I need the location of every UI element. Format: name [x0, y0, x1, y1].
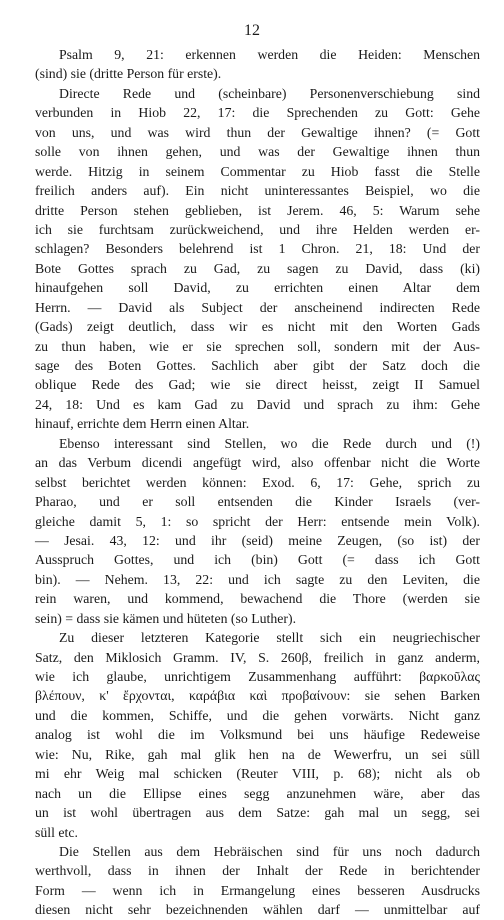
text-line: Die Stellen aus dem Hebräischen sind für uns noch dadurch	[59, 843, 480, 859]
text-line: nach un die Ellipse eines segg anzunehmen wäre, aber das	[35, 785, 480, 801]
text-line: oblique Rede des Gad; wie sie direct heisst, zeigt II Samuel	[35, 377, 480, 393]
text-line: analog ist wohl die im Volksmund bei uns häufige Redeweise	[35, 727, 480, 743]
text-line: (sind) sie (dritte Person für erste).	[35, 66, 222, 82]
text-line: ich sie furchtsam zurückweichend, und ihre Helden werden er-	[35, 221, 480, 237]
text-line: hinaufgehen soll David, zu errichten einen Altar dem	[35, 280, 480, 296]
page-number: 12	[244, 22, 260, 39]
text-line: Pharao, und er soll entsenden die Kinder Israels (ver-	[35, 494, 480, 510]
text-line: diesen nicht sehr bezeichnenden wählen darf — unmittelbar auf	[35, 902, 480, 918]
text-line: — Jesai. 43, 12: und ihr (seid) meine Zeugen, (so ist) der	[35, 532, 480, 548]
text-line: von uns, und was wird thun der Gewaltige ihnen? (= Gott	[35, 124, 480, 140]
text-line: schlagen? Besonders belehrend ist 1 Chron. 21, 18: Und der	[35, 241, 480, 257]
text-line: (Gads) zeigt deutlich, dass wir es nicht mit den Worten Gads	[35, 319, 480, 335]
text-line: werthvoll, dass in ihnen der Inhalt der Rede in berichtender	[35, 863, 480, 879]
text-line: Ebenso interessant sind Stellen, wo die Rede durch und (!)	[59, 435, 480, 451]
text-line: sage des Boten Gottes. Sachlich aber gibt der Satz doch die	[35, 358, 480, 373]
text-line: wie ich glaube, unrichtigem Zusammenhang aufführt: βαρκοῦλας	[35, 669, 480, 684]
text-line: und die kommen, Schiffe, und die gehen vorwärts. Nicht ganz	[35, 707, 480, 723]
text-line: an das Verbum dicendi angefügt wird, also offenbar nicht die Worte	[35, 455, 480, 471]
text-line: süll etc.	[35, 824, 78, 840]
text-line: rein waren, und kommend, bewachend die Thore (werden sie	[35, 591, 480, 607]
text-line: solle von ihnen gehen, und was der Gewaltige ihnen thun	[35, 144, 480, 160]
text-line: 24, 18: Und es kam Gad zu David und sprach zu ihm: Gehe	[35, 396, 480, 412]
text-line: mi ehr Weig mal schicken (Reuter VIII, p. 68); nicht als ob	[35, 766, 480, 782]
text-line: gleiche damit 5, 1: so spricht der Herr: entsende mein Volk).	[35, 513, 480, 529]
text-line: Form — wenn ich in Ermangelung eines besseren Ausdrucks	[35, 882, 480, 898]
text-line: Satz, den Miklosich Gramm. IV, S. 260β, freilich in ganz anderm,	[35, 649, 480, 665]
text-line: Ausspruch Gottes, und ich (bin) Gott (= dass ich Gott	[35, 552, 480, 568]
text-line: werde. Hitzig in seinem Commentar zu Hiob fasst die Stelle	[35, 163, 480, 179]
text-line: verbunden in Hiob 22, 17: die Sprechenden zu Gott: Gehe	[35, 105, 480, 121]
text-line: selbst berichtet werden können: Exod. 6, 17: Gehe, sprich zu	[35, 474, 480, 490]
text-line: dritte Person stehen geblieben, ist Jerem. 46, 5: Warum sehe	[35, 202, 480, 218]
text-line: freilich anders auf). Ein nicht uninteressantes Beispiel, wo die	[35, 183, 480, 199]
body-text	[35, 45, 480, 920]
text-line: hinauf, errichte dem Herrn einen Altar.	[35, 416, 250, 432]
text-line: zu thun haben, wie er sie sprechen soll, sondern mit der Aus-	[35, 338, 480, 354]
text-line: Zu dieser letzteren Kategorie stellt sich ein neugriechischer	[59, 630, 480, 646]
text-line: Bote Gottes sprach zu Gad, zu sagen zu David, dass (ki)	[35, 260, 480, 276]
text-line: Psalm 9, 21: erkennen werden die Heiden: Menschen	[59, 47, 480, 62]
text-line: bin). — Nehem. 13, 22: und ich sagte zu den Leviten, die	[35, 571, 480, 587]
text-line: Herrn. — David als Subject der anscheinend indirecten Rede	[35, 299, 480, 315]
text-line: sein) = dass sie kämen und hüteten (so Luther).	[35, 610, 297, 626]
text-line: βλέπουν, κ' ἔρχονται, καράβια καὶ προβαίνουν: sie sehen Barken	[35, 688, 480, 704]
text-line: un ist wohl übertragen aus dem Satze: gah mal un segg, sei	[35, 805, 480, 821]
text-line: wie: Nu, Rike, gah mal glik hen na de Wewerfru, un sei süll	[35, 746, 480, 762]
text-line: Directe Rede und (scheinbare) Personenverschiebung sind	[59, 85, 480, 101]
